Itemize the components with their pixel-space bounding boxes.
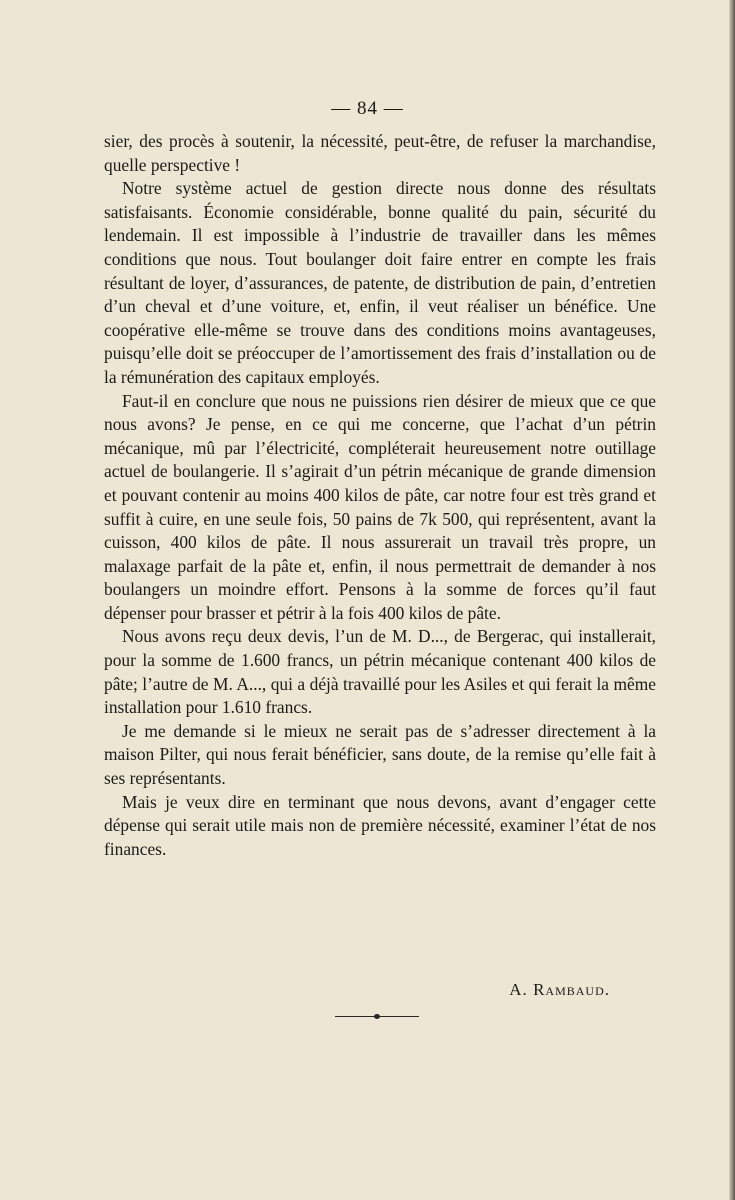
paragraph-gestion-directe: Notre système actuel de gestion directe nous donne des résultats satisfaisants. Économie considérable, bonne qualité du pain, sécurité du lendemain. Il est impossible à l’industrie de travailler dans les mêmes conditions que nous. Tout boulanger doit faire entrer en compte les frais résultant de loyer, d’assurances, de patente, de distribution de pain, d’entretien d’un cheval et d’une voiture, et, enfin, il veut réaliser un bénéfice. Une coopérative elle-même se trouve dans des conditions moins avantageuses, puisqu’elle doit se préoccuper de l’amortissement des frais d’installation ou de la rémunération des capitaux employés.	[104, 178, 656, 387]
signature-initial: A.	[509, 980, 528, 999]
end-ornament-dot	[374, 1014, 380, 1019]
paragraph-devis: Nous avons reçu deux devis, l’un de M. D..., de Bergerac, qui installerait, pour la somme de 1.600 francs, un pétrin mécanique contenant 400 kilos de pâte; l’autre de M. A..., qui a déjà travaillé pour les Asiles et qui ferait la même installation pour 1.610 francs.	[104, 626, 656, 718]
author-signature	[509, 980, 610, 1000]
page-edge-shadow	[729, 0, 735, 1200]
paragraph-continuation: sier, des procès à soutenir, la nécessité, peut-être, de refuser la marchandise, quelle perspective !	[104, 131, 656, 175]
page-number: — 84 —	[331, 98, 404, 119]
paragraph-maison-pilter: Je me demande si le mieux ne serait pas de s’adresser directement à la maison Pilter, qui nous ferait bénéficier, sans doute, de la remise qu’elle fait à ses représentants.	[104, 720, 656, 789]
paragraph-conclusion: Mais je veux dire en terminant que nous devons, avant d’engager cette dépense qui serait utile mais non de première nécessité, examiner l’état de nos finances.	[104, 791, 656, 859]
paragraph-petrin-mecanique: Faut-il en conclure que nous ne puissions rien désirer de mieux que ce que nous avons? Je pense, en ce qui me concerne, que l’achat d’un pétrin mécanique, mû par l’électricité, compléterait heureusement notre outillage actuel de boulangerie. Il s’agirait d’un pétrin mécanique de grande dimension et pouvant contenir au moins 400 kilos de pâte, car notre four est très grand et suffit à cuire, en une seule fois, 50 pains de 7k 500, qui représentent, avant la cuisson, 400 kilos de pâte. Il nous assurerait un travail très propre, un malaxage parfait de la pâte et, enfin, il nous permettrait de demander à nos boulangers un moindre effort. Pensons à la somme de forces qu’il faut dépenser pour brasser et pétrir à la fois 400 kilos de pâte.	[104, 390, 656, 623]
signature-name: Rambaud.	[533, 980, 610, 999]
body-text	[104, 130, 656, 861]
